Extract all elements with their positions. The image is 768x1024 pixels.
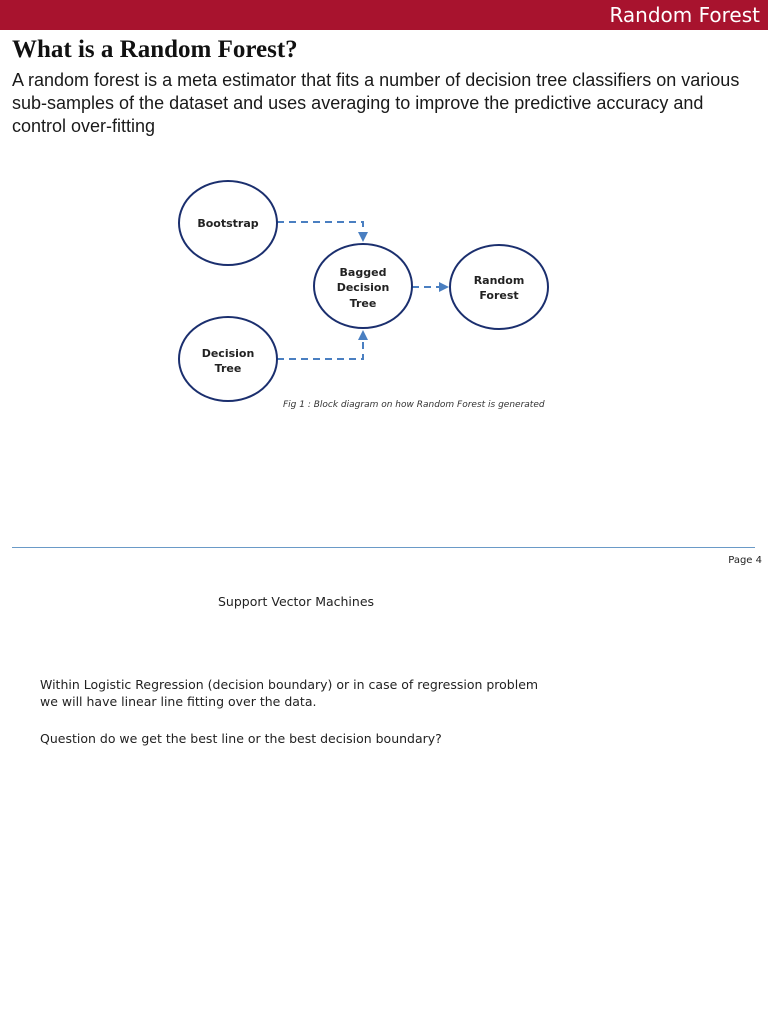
section-heading: What is a Random Forest? <box>12 36 298 63</box>
page-number: Page 4 <box>728 555 762 566</box>
figure-caption: Fig 1 : Block diagram on how Random Forest is generated <box>283 400 545 410</box>
node-decision-tree <box>179 317 277 401</box>
node-bagged-label-line1: Bagged <box>339 266 387 279</box>
node-decision-tree-label-line2: Tree <box>214 362 242 375</box>
node-random-forest <box>450 245 548 329</box>
header-title: Random Forest <box>609 3 760 27</box>
page-divider <box>12 547 755 548</box>
svm-paragraph-2: Question do we get the best line or the best decision boundary? <box>40 731 442 746</box>
intro-paragraph: A random forest is a meta estimator that fits a number of decision tree classifiers on various sub-samples of the dataset and uses averaging to improve the predictive accuracy and control over-fitting <box>12 70 740 136</box>
node-random-forest-label-line1: Random <box>473 274 525 287</box>
arrow-decision-tree-to-bagged <box>277 332 363 359</box>
node-decision-tree-label-line1: Decision <box>201 347 255 360</box>
node-bagged-label-line3: Tree <box>349 297 377 310</box>
node-bootstrap-label: Bootstrap <box>197 217 259 230</box>
header-bar <box>0 0 768 30</box>
node-bagged-label-line2: Decision <box>336 281 390 294</box>
node-bagged-decision-tree <box>314 244 412 328</box>
svm-paragraph-1-line-1: Within Logistic Regression (decision boundary) or in case of regression problem <box>40 677 539 692</box>
arrow-bootstrap-to-bagged <box>277 222 363 240</box>
svm-title: Support Vector Machines <box>218 594 375 609</box>
node-bootstrap <box>179 181 277 265</box>
svm-paragraph-1 <box>40 676 560 710</box>
random-forest-diagram <box>0 170 768 420</box>
svm-paragraph-1-line-2: we will have linear line fitting over the data. <box>40 694 317 709</box>
node-random-forest-label-line2: Forest <box>479 289 519 302</box>
